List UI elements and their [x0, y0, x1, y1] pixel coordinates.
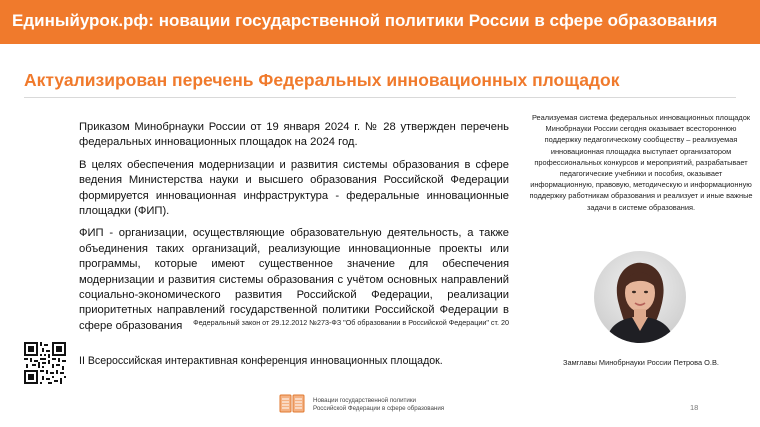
- paragraph-purpose: В целях обеспечения модернизации и развития системы образования в сфере ведения Министерства науки и высшего образования Российской Федерации формируется инновационная инфраструктура - федеральные инновационные площадки (ФИП).: [79, 158, 509, 218]
- footer-caption-line1: Новации государственной политики: [313, 397, 416, 404]
- portrait-photo: [594, 251, 686, 343]
- paragraph-definition: ФИП - организации, осуществляющие образовательную деятельность, а также объединения таких организаций, реализующие инновационные проекты или программы, которые имеют существенное значение для обеспечения модернизации и развития системы образования с учётом основных направлений социально-экономического развития Российской Федерации, реализации приоритетных направлений государственной политики Российской Федерации в сфере образования: [79, 227, 509, 332]
- side-quote: Реализуемая система федеральных инновационных площадок Минобрнауки России сегодня оказывает всестороннюю поддержку педагогическому сообществу – реализуемая инновационная площадка выступает организатором профессиональных конкурсов и мероприятий, разрабатывает педагогические учебники и пособия, оказывает информационную, правовую, методическую и информационную поддержку работникам образования и реализует и иные важные задачи в системе образования.: [529, 113, 753, 212]
- footer-caption-line2: Российской Федерации в сфере образования: [313, 405, 445, 412]
- law-reference: Федеральный закон от 29.12.2012 №273-ФЗ "Об образовании в Российской Федерации" ст. 20: [193, 318, 509, 327]
- main-text-block: [79, 120, 509, 341]
- header-title: Единыйурок.рф: новации государственной политики России в сфере образования: [12, 11, 718, 30]
- qr-code-icon[interactable]: [24, 342, 66, 384]
- paragraph-order: Приказом Минобрнауки России от 19 января 2024 г. № 28 утвержден перечень федеральных инновационных площадок на 2024 год.: [79, 121, 509, 149]
- book-logo-icon: [279, 393, 305, 415]
- conference-text: II Всероссийская интерактивная конференция инновационных площадок.: [79, 355, 443, 367]
- slide-headline: Актуализирован перечень Федеральных инновационных площадок: [24, 70, 620, 90]
- headline-divider: [24, 97, 736, 98]
- header-bar: [0, 0, 760, 44]
- page-number: 18: [690, 403, 699, 412]
- portrait-caption: Замглавы Минобрнауки России Петрова О.В.: [563, 358, 719, 367]
- footer-caption: [313, 397, 444, 413]
